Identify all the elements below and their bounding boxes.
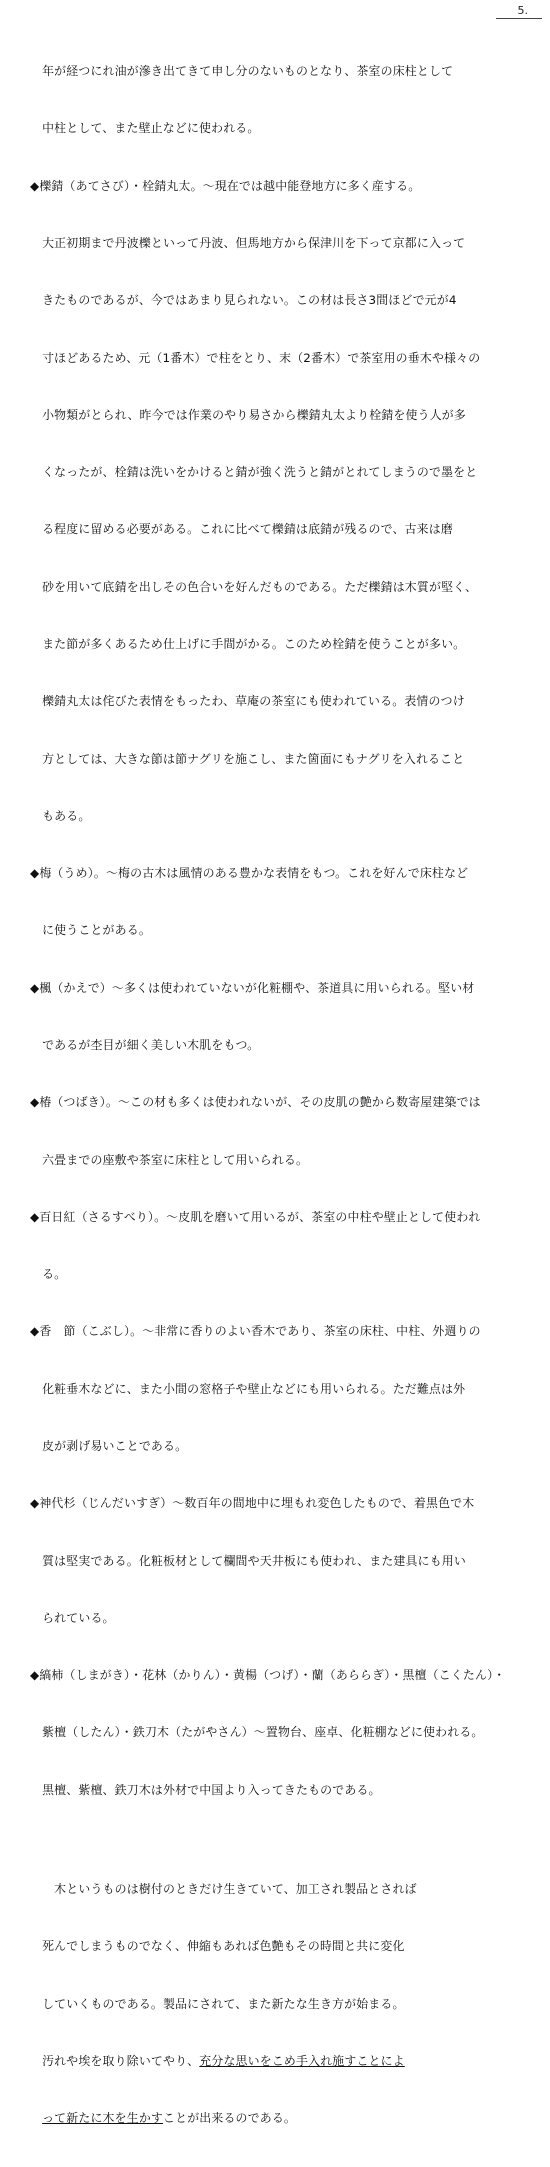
text-line: 中柱として、また壁止などに使われる。 — [30, 121, 260, 136]
text-line: る程度に留める必要がある。これに比べて櫟錆は底錆が残るので、古来は磨 — [30, 522, 453, 537]
text-line: ◆楓（かえで）～多くは使われていないが化粧棚や、茶道具に用いられる。堅い材 — [30, 980, 475, 995]
handwritten-body-text — [30, 24, 536, 2167]
text-line: きたものであるが、今ではあまり見られない。この材は長さ3間ほどで元が4 — [30, 293, 457, 308]
text-line: 紫檀（したん）・鉄刀木（たがやさん）～置物台、座卓、化粧棚などに使われる。 — [30, 1725, 484, 1740]
text-line: 寸ほどあるため、元（1番木）で柱をとり、末（2番木）で茶室用の垂木や様々の — [30, 350, 481, 365]
text-line: ◆香 節（こぶし）。～非常に香りのよい香木であり、茶室の床柱、中柱、外週りの — [30, 1324, 481, 1339]
text-line: 黒檀、紫檀、鉄刀木は外材で中国より入ってきたものである。 — [30, 1782, 381, 1797]
text-line: もある。 — [30, 808, 91, 823]
text-line: って新たに木を生かすことが出来るのである。 — [42, 2111, 297, 2126]
text-line: 死んでしまうものでなく、伸縮もあれば色艶もその時間と共に変化 — [30, 1939, 405, 1954]
text-line: 櫟錆丸太は侘びた表情をもったわ、草庵の茶室にも使われている。表情のつけ — [30, 694, 465, 709]
text-line: ◆百日紅（さるすべり）。～皮肌を磨いて用いるが、茶室の中柱や壁止として使われ — [30, 1209, 481, 1224]
text-line: ◆櫟錆（あてさび）・栓錆丸太。～現在では越中能登地方に多く産する。 — [30, 178, 421, 193]
text-line-with-underline — [30, 2109, 536, 2128]
text-line: ◆神代杉（じんだいすぎ）～数百年の間地中に埋もれ変色したもので、着黒色で木 — [30, 1496, 475, 1511]
text-line: 年が経つにれ油が滲き出てきて申し分のないものとなり、茶室の床柱として — [30, 64, 454, 79]
text-line: 砂を用いて底錆を出しその色合いを好んだものである。ただ櫟錆は木質が堅く、 — [30, 579, 478, 594]
paragraph-gap — [30, 1838, 536, 1842]
text-line: 質は堅実である。化粧板材として欄間や天井板にも使われ、また建具にも用い — [30, 1553, 466, 1568]
page-number: 5. — [517, 4, 528, 17]
text-line: 小物類がとられ、昨今では作業のやり易さから櫟錆丸太より栓錆を使う人が多 — [30, 407, 466, 422]
text-line: 皮が剥げ易いことである。 — [30, 1438, 188, 1453]
text-line: であるが杢目が細く美しい木肌をもつ。 — [30, 1037, 260, 1052]
text-line-head: 汚れや埃を取り除いてやり、 — [30, 2053, 200, 2068]
text-line: ◆縞柿（しまがき）・花林（かりん）・黄楊（つげ）・蘭（あららぎ）・黒檀（こくたん）・ — [30, 1668, 506, 1683]
underlined-phrase: 充分な思いをこめ手入れ施すことによ — [199, 2053, 405, 2068]
text-line: 六畳までの座敷や茶室に床柱として用いられる。 — [30, 1152, 309, 1167]
text-line: ◆椿（つばき）。～この材も多くは使われないが、その皮肌の艶から数寄屋建築では — [30, 1095, 481, 1110]
text-line: 木というものは樹付のときだけ生きていて、加工され製品とされば — [30, 1882, 417, 1897]
text-line: ◆梅（うめ）。～梅の古木は風情のある豊かな表情をもつ。これを好んで床柱など — [30, 866, 469, 881]
text-line: る。 — [30, 1267, 67, 1282]
text-line: られている。 — [30, 1610, 115, 1625]
text-line: 化粧垂木などに、また小間の窓格子や壁止などにも用いられる。ただ難点は外 — [30, 1381, 466, 1396]
text-line: 方としては、大きな節は節ナグリを施こし、また箇面にもナグリを入れること — [30, 751, 465, 766]
underlined-phrase: って新たに木を生かす — [42, 2111, 164, 2126]
text-line: 大正初期まで丹波櫟といって丹波、但馬地方から保津川を下って京都に入って — [30, 236, 466, 251]
text-line: に使うことがある。 — [30, 923, 151, 938]
text-line: くなったが、栓錆は洗いをかけると錆が強く洗うと錆がとれてしまうので墨をと — [30, 465, 478, 480]
page-number-rule — [496, 18, 542, 19]
text-line-with-underline — [30, 2052, 536, 2071]
text-line: また節が多くあるため仕上げに手間がかる。このため栓錆を使うことが多い。 — [30, 637, 466, 651]
text-line: していくものである。製品にされて、また新たな生き方が始まる。 — [30, 1996, 405, 2011]
